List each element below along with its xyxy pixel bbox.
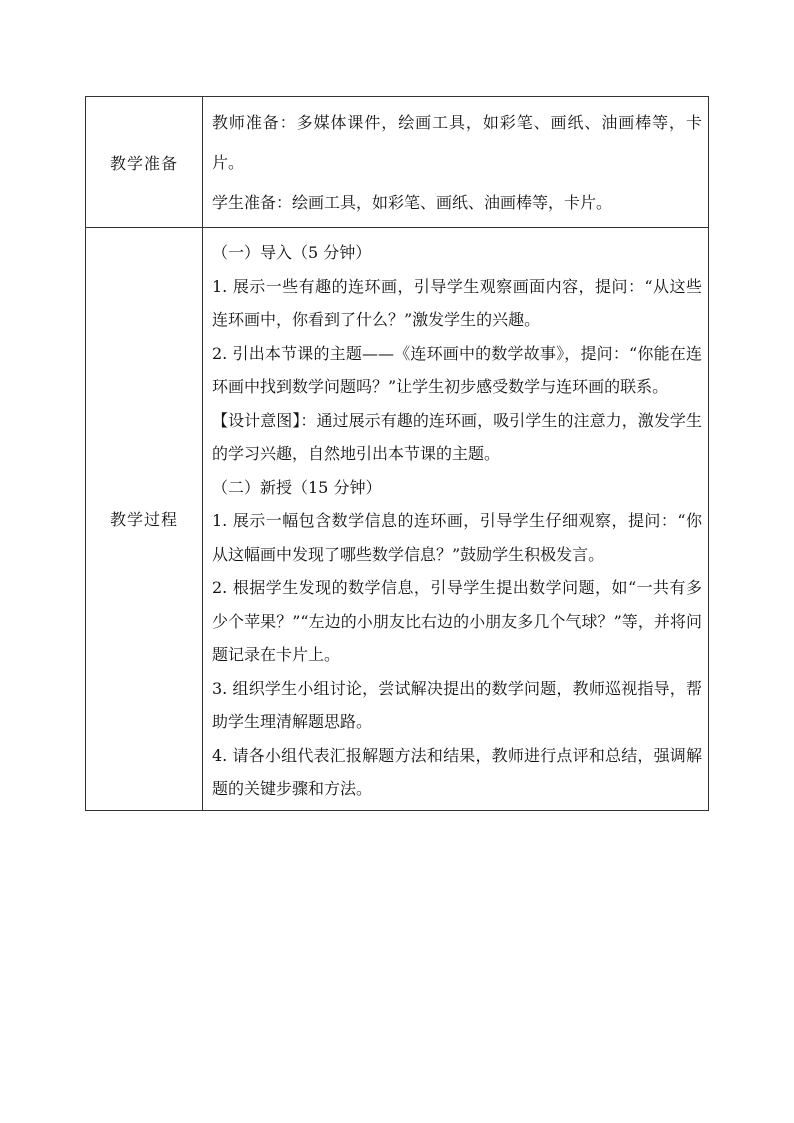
row-content-teaching-process	[203, 228, 709, 811]
section-heading-introduction: （一）导入（5 分钟）	[212, 243, 372, 262]
paragraph-intro-step-2: 2. 引出本节课的主题——《连环画中的数学故事》，提问：“你能在连环画中找到数学问题吗？”让学生初步感受数学与连环画的联系。	[212, 343, 702, 396]
paragraph-intro-step-1: 1. 展示一些有趣的连环画，引导学生观察画面内容，提问：“从这些连环画中，你看到了什么？”激发学生的兴趣。	[212, 276, 702, 329]
row-label-teaching-preparation: 教学准备	[86, 97, 203, 228]
table-row-teaching-preparation	[86, 97, 709, 228]
row-label-teaching-process: 教学过程	[86, 228, 203, 811]
row-content-teaching-preparation	[203, 97, 709, 228]
paragraph-student-preparation: 学生准备：绘画工具，如彩笔、画纸、油画棒等，卡片。	[212, 193, 613, 212]
lesson-plan-table	[85, 96, 709, 811]
table-row-teaching-process	[86, 228, 709, 811]
paragraph-new-step-3: 3. 组织学生小组讨论，尝试解决提出的数学问题，教师巡视指导，帮助学生理清解题思路。	[212, 678, 702, 731]
section-heading-new-lesson: （二）新授（15 分钟）	[212, 477, 382, 497]
paragraph-new-step-2: 2. 根据学生发现的数学信息，引导学生提出数学问题，如“一共有多少个苹果？”“左边的小朋友比右边的小朋友多几个气球？”等，并将问题记录在卡片上。	[212, 578, 702, 664]
paragraph-new-step-4: 4. 请各小组代表汇报解题方法和结果，教师进行点评和总结，强调解题的关键步骤和方法。	[212, 745, 702, 798]
paragraph-design-intent: 【设计意图】：通过展示有趣的连环画，吸引学生的注意力，激发学生的学习兴趣，自然地引出本节课的主题。	[212, 410, 702, 463]
paragraph-teacher-preparation: 教师准备：多媒体课件，绘画工具，如彩笔、画纸、油画棒等，卡片。	[212, 113, 702, 172]
paragraph-new-step-1: 1. 展示一幅包含数学信息的连环画，引导学生仔细观察，提问：“你从这幅画中发现了哪些数学信息？”鼓励学生积极发言。	[212, 511, 702, 564]
